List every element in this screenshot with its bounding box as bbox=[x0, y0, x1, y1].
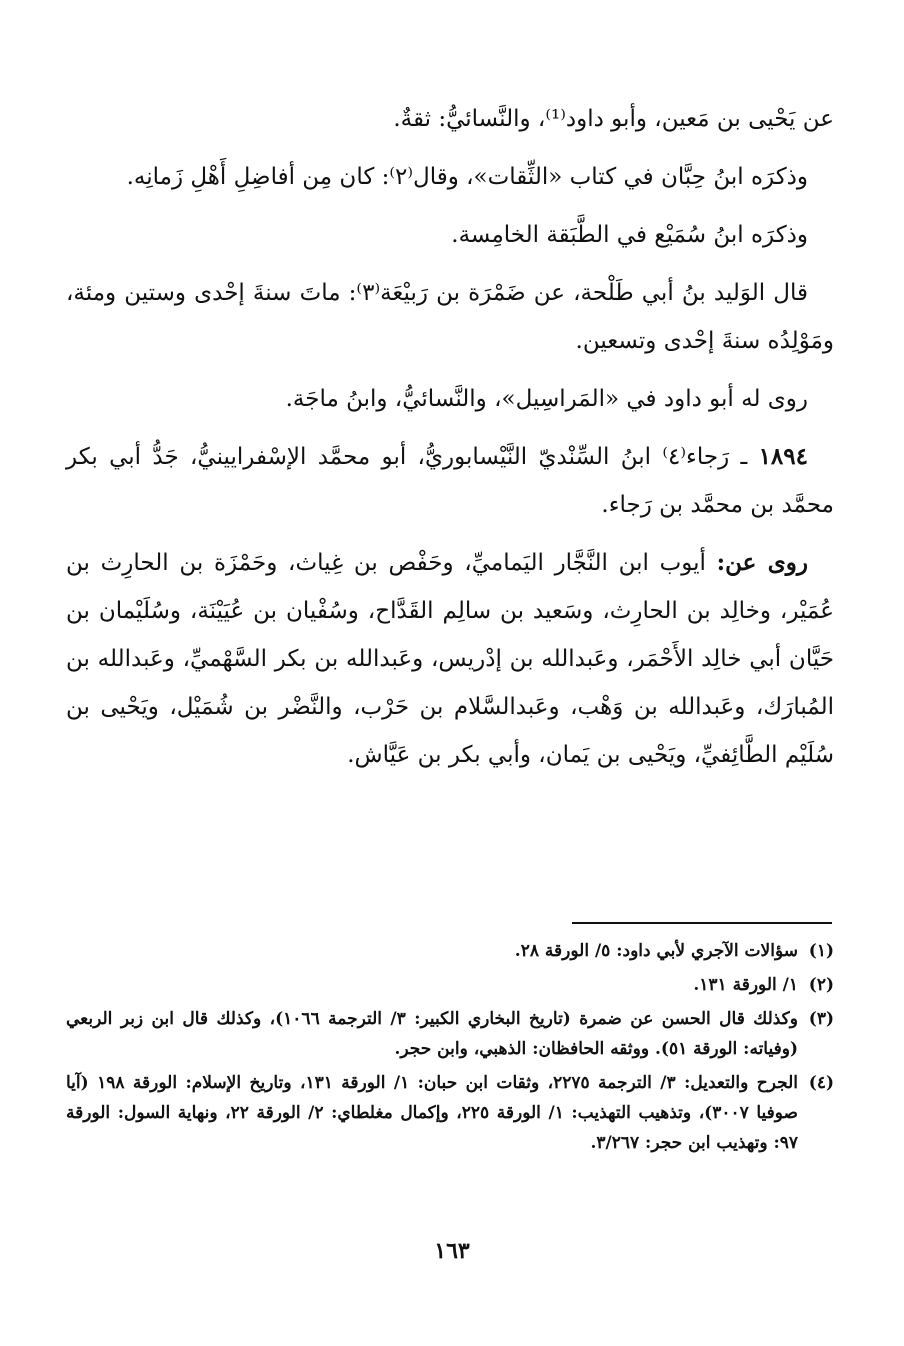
footnote-text: سؤالات الآجري لأبي داود: ٥/ الورقة ٢٨. bbox=[514, 941, 798, 961]
narrators-lead: روى عن: bbox=[716, 549, 808, 576]
footnote-text: ١/ الورقة ١٣١. bbox=[693, 975, 798, 995]
main-text-block bbox=[66, 95, 834, 789]
paragraph-death-date: قال الوَليد بنُ أبي طَلْحة، عن ضَمْرَة بن رَبيْعَة⁽٣⁾: ماتَ سنةَ إحْدى وستين ومئة، ومَوْلِدُه سنةَ إحْدى وتسعين. bbox=[66, 280, 834, 354]
footnote-marker: (١) bbox=[808, 941, 834, 961]
footnote-text: الجرح والتعديل: ٣/ الترجمة ٢٢٧٥، وثقات ابن حبان: ١/ الورقة ١٣١، وتاريخ الإسلام: الورقة ١٩٨ (آيا صوفيا ٣٠٠٧)، وتذهيب التهذيب: ١/ الورقة ٢٢٥، وإكمال مغلطاي: ٢/ الورقة ٢٢، ونهاية السول: الورقة ٩٧: وتهذيب ابن حجر: ٣/٢٦٧. bbox=[66, 1073, 798, 1153]
narrators-paragraph bbox=[66, 539, 834, 779]
paragraph-narrators-continued: عن يَحْيى بن مَعين، وأبو داود⁽¹⁾، والنَّسائيُّ: ثقةٌ. bbox=[393, 106, 834, 132]
paragraph-ibn-hibban: وذكرَه ابنُ حِبَّان في كتاب «الثِّقات»، وقال⁽٢⁾: كان مِن أفاضِلِ أَهْلِ زَمانِه. bbox=[126, 164, 808, 190]
paragraph-narrated-by: روى له أبو داود في «المَراسِيل»، والنَّسائيُّ، وابنُ ماجَة. bbox=[285, 386, 808, 412]
footnote-marker: (٣) bbox=[808, 1009, 834, 1029]
footnote-marker: (٢) bbox=[808, 975, 834, 995]
footnote-marker: (٤) bbox=[808, 1073, 834, 1093]
page-number: ١٦٣ bbox=[434, 1238, 470, 1264]
entry-text: ـ رَجاء⁽٤⁾ ابنُ السِّنْديّ النَّيْسابوريُّ، أبو محمَّد الإسْفرايينيُّ، جَدُّ أبي بكر محمَّد بن محمَّد بن رَجاء. bbox=[66, 444, 834, 518]
footnote-separator bbox=[572, 922, 832, 924]
footnote-1 bbox=[66, 936, 834, 966]
footnote-3 bbox=[66, 1004, 834, 1064]
footnote-2 bbox=[66, 970, 834, 1000]
paragraph-ibn-sumay: وذكرَه ابنُ سُمَيْع في الطَّبَقة الخامِسة. bbox=[451, 222, 808, 248]
footnotes-block bbox=[66, 936, 834, 1162]
narrators-text: أيوب ابن النَّجَّار اليَماميِّ، وحَفْص بن غِياث، وحَمْزَة بن الحارِث بن عُمَيْر، وخالِد بن الحارِث، وسَعيد بن سالِم القَدَّاح، وسُفْيان بن عُيَيْنَة، وسُلَيْمان بن حَيَّان أبي خالِد الأَحْمَر، وعَبدالله بن إدْريس، وعَبدالله بن بكر السَّهْميِّ، وعَبدالله بن المُبارَك، وعَبدالله بن وَهْب، وعَبدالسَّلام بن حَرْب، والنَّضْر بن شُمَيْل، ويَحْيى بن سُلَيْم الطَّائِفيِّ، ويَحْيى بن يَمان، وأبي بكر بن عَيَّاش. bbox=[66, 550, 834, 768]
entry-paragraph bbox=[66, 433, 834, 529]
entry-number: ١٨٩٤ bbox=[758, 443, 808, 470]
footnote-4 bbox=[66, 1068, 834, 1158]
footnote-text: وكذلك قال الحسن عن ضمرة (تاريخ البخاري الكبير: ٣/ الترجمة ١٠٦٦)، وكذلك قال ابن زبر الربعي (وفياته: الورقة ٥١). ووثقه الحافظان: الذهبي، وابن حجر. bbox=[66, 1009, 798, 1059]
